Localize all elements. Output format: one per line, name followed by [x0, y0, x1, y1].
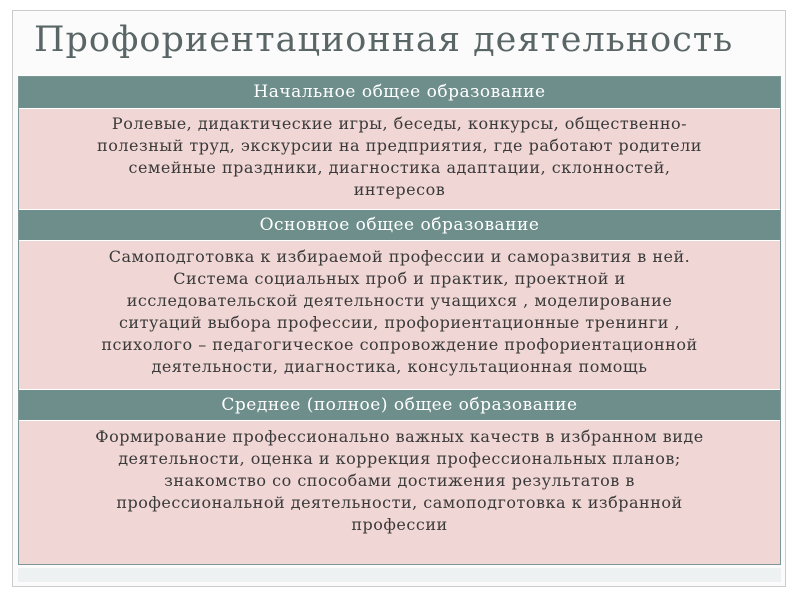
content-line: психолого – педагогическое сопровождение профориентационной: [101, 335, 698, 354]
content-line: Ролевые, дидактические игры, беседы, конкурсы, общественно-: [111, 114, 688, 133]
content-line: профессии: [351, 515, 448, 534]
section-content-primary: [19, 108, 780, 209]
section-heading-primary: Начальное общее образование: [19, 77, 780, 108]
content-line: знакомство со способами достижения результатов в: [164, 471, 635, 490]
section-heading-secondary: Среднее (полное) общее образование: [19, 389, 780, 420]
section-heading-basic: Основное общее образование: [19, 209, 780, 240]
content-line: профессиональной деятельности, самоподготовка к избранной: [116, 493, 683, 512]
content-line: Формирование профессионально важных качеств в избранном виде: [95, 427, 704, 446]
content-line: деятельности, диагностика, консультационная помощь: [151, 357, 648, 376]
section-content-basic: [19, 240, 780, 389]
content-line: полезный труд, экскурсии на предприятия, где работают родители: [97, 136, 702, 155]
footer-strip: [18, 568, 781, 582]
content-line: интересов: [353, 180, 446, 199]
education-table: [18, 76, 781, 565]
content-line: Самоподготовка к избираемой профессии и саморазвития в ней.: [108, 247, 691, 266]
content-line: Система социальных проб и практик, проектной и: [173, 269, 626, 288]
slide-title: Профориентационная деятельность: [34, 20, 734, 60]
content-line: исследовательской деятельности учащихся , моделирование: [126, 291, 673, 310]
content-line: семейные праздники, диагностика адаптации, склонностей,: [128, 158, 671, 177]
section-content-secondary: [19, 420, 780, 564]
content-line: деятельности, оценка и коррекция профессиональных планов;: [118, 449, 681, 468]
content-line: ситуаций выбора профессии, профориентационные тренинги ,: [118, 313, 681, 332]
